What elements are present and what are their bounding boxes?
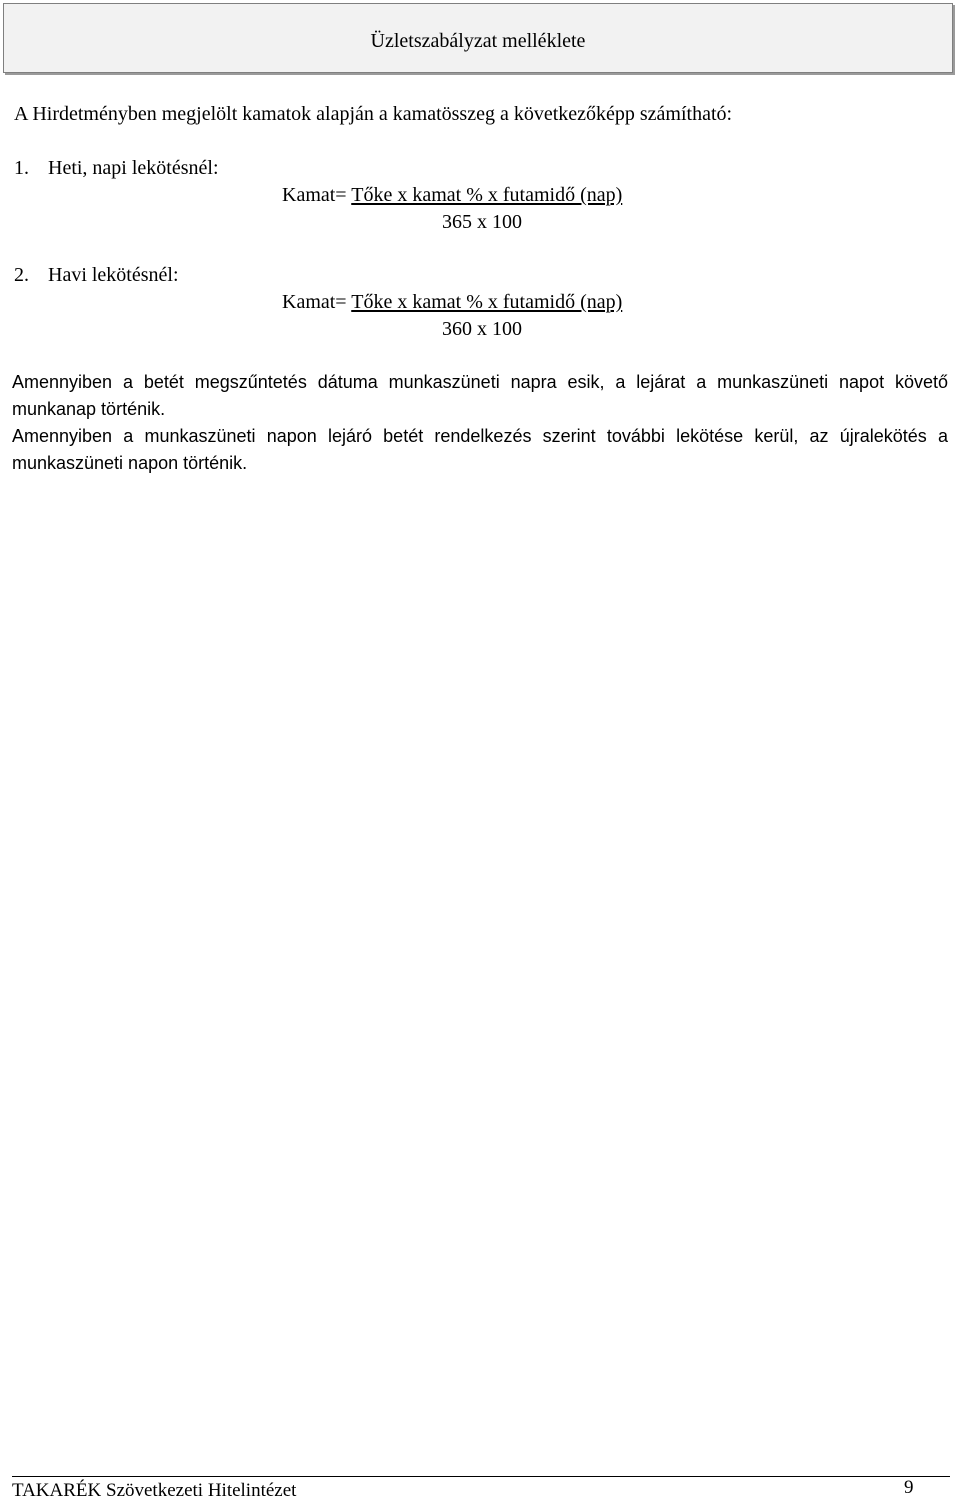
- paragraph: Amennyiben a munkaszüneti napon lejáró betét rendelkezés szerint további lekötése kerül, az újralekötés a munkaszüneti napon történik.: [12, 426, 948, 473]
- document-title: Üzletszabályzat melléklete: [370, 30, 586, 52]
- formula-numerator: [282, 184, 622, 207]
- page-number: 9: [904, 1477, 914, 1498]
- item-label: Heti, napi lekötésnél:: [48, 157, 219, 179]
- item-number: 2.: [14, 264, 29, 286]
- formula-denominator: 365 x 100: [442, 211, 522, 233]
- intro-text: A Hirdetményben megjelölt kamatok alapján a kamatösszeg a következőképp számítható:: [14, 103, 733, 125]
- formula-prefix: Kamat=: [282, 291, 352, 313]
- formula-denominator: 360 x 100: [442, 318, 522, 340]
- formula-numerator: [282, 291, 622, 314]
- formula-numerator-text: Tőke x kamat % x futamidő (nap): [351, 184, 623, 206]
- item-number: 1.: [14, 157, 29, 179]
- footer-organization: TAKARÉK Szövetkezeti Hitelintézet: [12, 1480, 297, 1501]
- footer-rule: [12, 1476, 950, 1477]
- formula-prefix: Kamat=: [282, 184, 352, 206]
- item-label: Havi lekötésnél:: [48, 264, 179, 286]
- paragraph: Amennyiben a betét megszűntetés dátuma munkaszüneti napra esik, a lejárat a munkaszüneti napot követő munkanap történik.: [12, 372, 948, 419]
- formula-numerator-text: Tőke x kamat % x futamidő (nap): [351, 291, 623, 313]
- header-box: [3, 3, 953, 73]
